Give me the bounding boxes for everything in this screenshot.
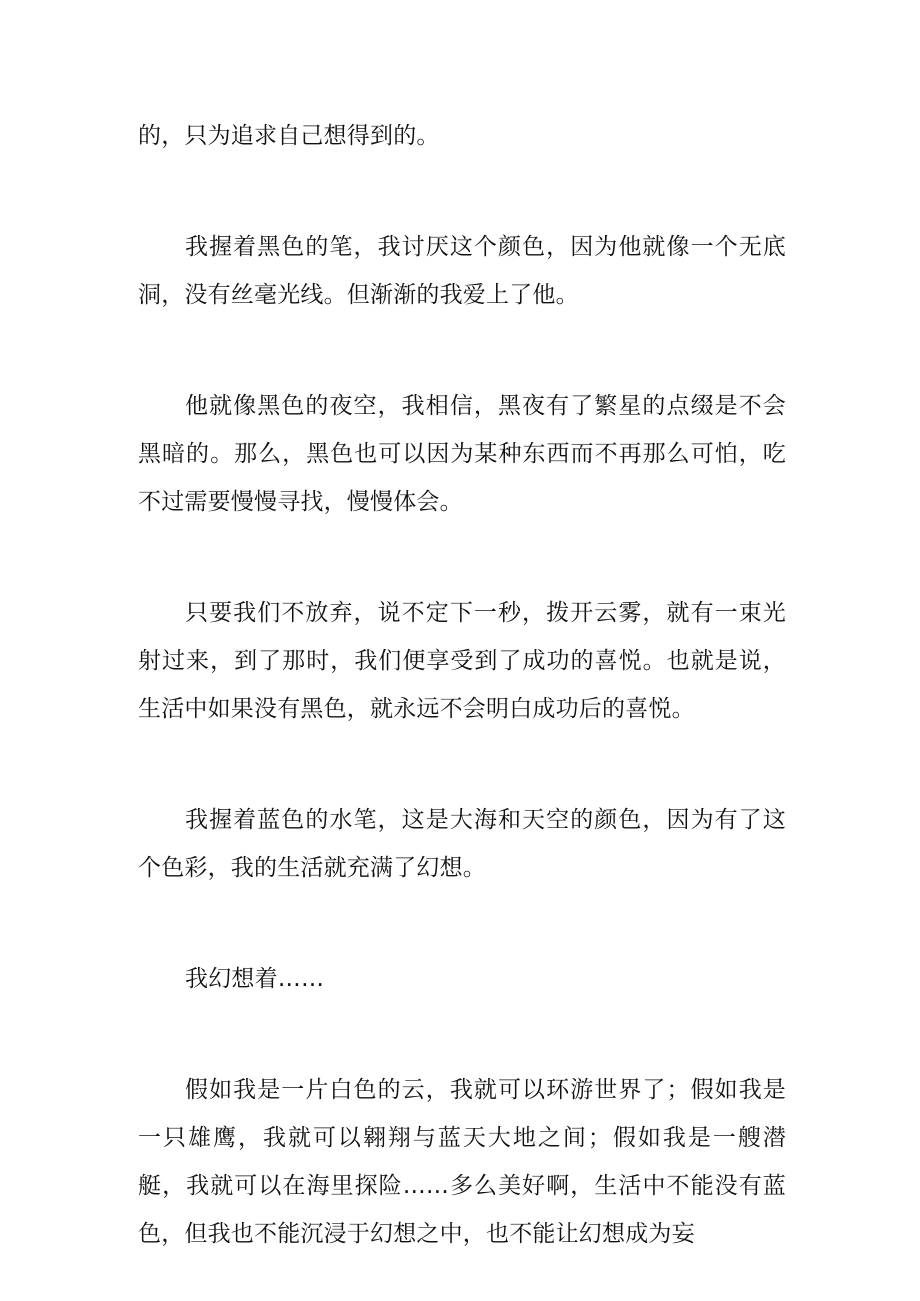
- paragraph-black-pen: 我握着黑色的笔，我讨厌这个颜色，因为他就像一个无底洞，没有丝毫光线。但渐渐的我爱上了他。: [138, 234, 786, 308]
- paragraph-never-give-up: 只要我们不放弃，说不定下一秒，拨开云雾，就有一束光射过来，到了那时，我们便享受到了成功的喜悦。也就是说，生活中如果没有黑色，就永远不会明白成功后的喜悦。: [138, 600, 786, 722]
- paragraph-if-i-were: 假如我是一片白色的云，我就可以环游世界了；假如我是一只雄鹰，我就可以翱翔与蓝天大地之间；假如我是一艘潜艇，我就可以在海里探险……多么美好啊，生活中不能没有蓝色，但我也不能沉浸于幻想之中，也不能让幻想成为妄: [138, 1077, 786, 1247]
- paragraph-imagining: 我幻想着……: [185, 966, 325, 992]
- document-body: [138, 112, 786, 1258]
- paragraph-continuation: 的，只为追求自己想得到的。: [138, 123, 440, 149]
- paragraph-night-sky: 他就像黑色的夜空，我相信，黑夜有了繁星的点缀是不会黑暗的。那么，黑色也可以因为某种东西而不再那么可怕，吃不过需要慢慢寻找，慢慢体会。: [138, 393, 786, 515]
- paragraph-blue-pen: 我握着蓝色的水笔，这是大海和天空的颜色，因为有了这个色彩，我的生活就充满了幻想。: [138, 807, 786, 881]
